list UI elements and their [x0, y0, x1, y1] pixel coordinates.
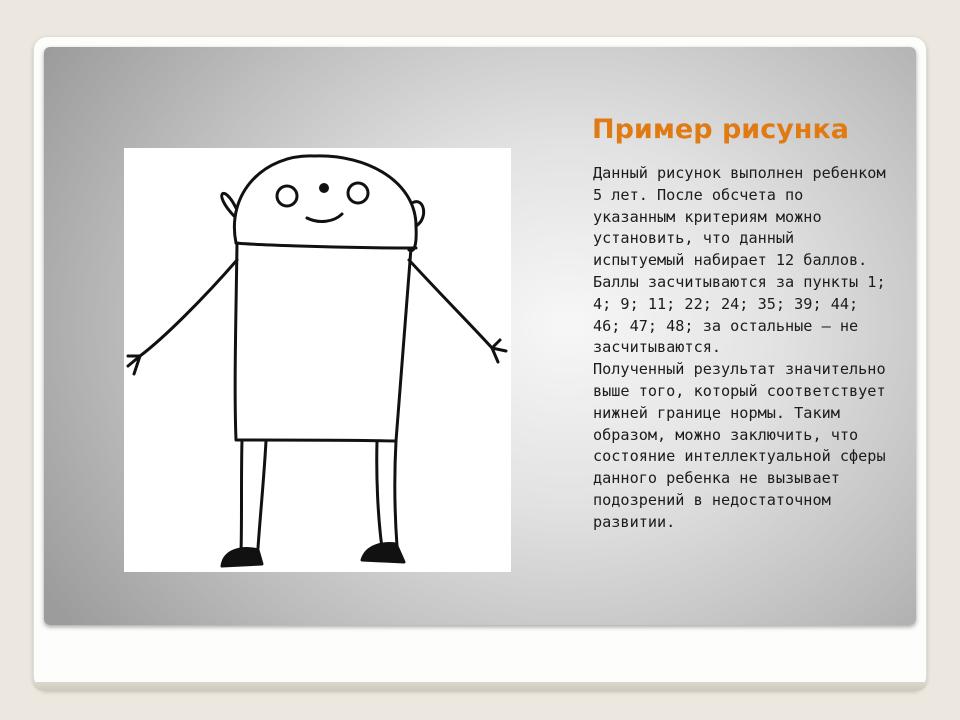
slide-title: Пример рисунка	[592, 114, 850, 145]
slide-body-text	[593, 163, 893, 534]
drawing-leg-right	[377, 441, 382, 548]
drawing-arm-right	[409, 260, 492, 348]
drawing-foot-right	[362, 544, 404, 562]
paragraph-scoring: Данный рисунок выполнен ребенком 5 лет. После обсчета по указанным критериям можно установить, что данный испытуемый набирает 12 баллов. Баллы засчитываются за пункты 1; 4; 9; 11; 22; 24; 35; 39; 44; 46; 47; 48; за остальные — не засчитываются.	[593, 164, 886, 357]
drawing-eye-left	[277, 186, 297, 206]
drawing-body	[235, 243, 411, 441]
child-drawing-image	[124, 148, 511, 572]
drawing-leg-left	[241, 440, 242, 553]
drawing-arm-left	[140, 260, 237, 356]
paragraph-conclusion: Полученный результат значительно выше того, который соответствует нижней границе нормы. Таким образом, можно заключить, что состояние интеллектуальной сферы данного ребенка не вызывает подозрений в недостаточном развитии.	[593, 360, 886, 531]
slide-bottom-edge	[33, 682, 927, 690]
drawing-head	[234, 156, 416, 251]
drawing-foot-left	[222, 549, 262, 566]
drawing-eye-right	[348, 183, 368, 203]
